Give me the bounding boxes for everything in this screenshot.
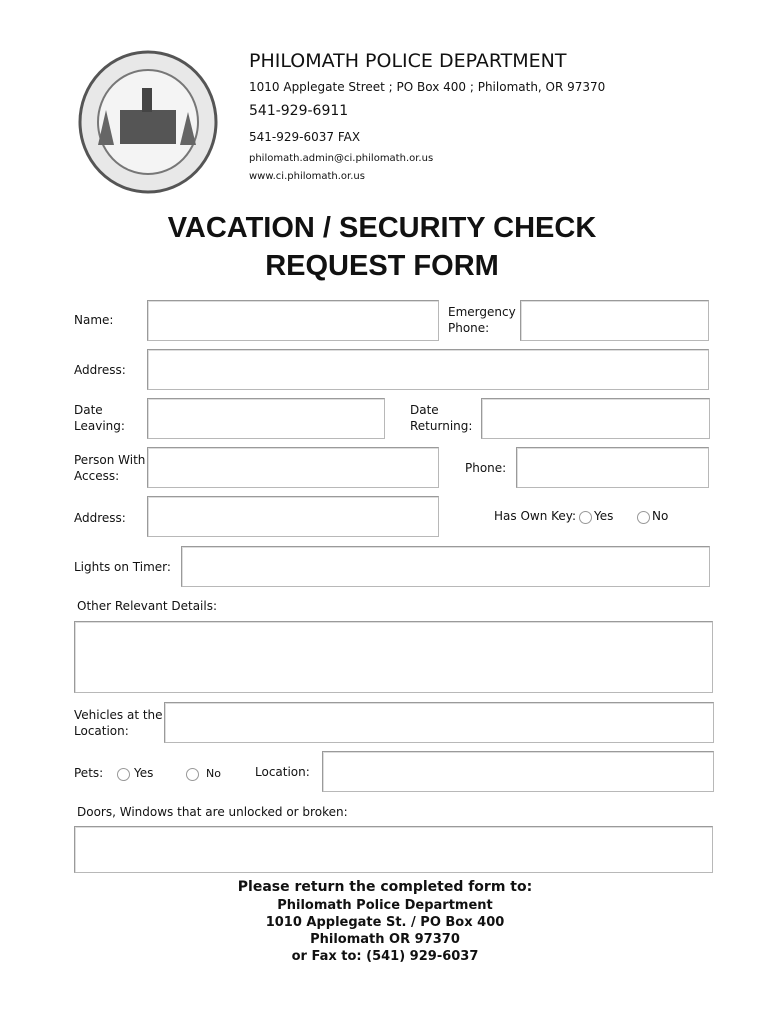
has-own-key-no-radio[interactable] (637, 511, 650, 524)
lights-on-timer-label: Lights on Timer: (74, 560, 171, 574)
address-input[interactable] (147, 349, 709, 390)
label-line: Vehicles at the (74, 708, 163, 722)
access-address-input[interactable] (147, 496, 439, 537)
label-line: Leaving: (74, 419, 125, 433)
form-title-line2: REQUEST FORM (265, 250, 499, 282)
has-own-key-label: Has Own Key: (494, 509, 577, 523)
person-with-access-label (74, 452, 145, 484)
location-input[interactable] (322, 751, 714, 792)
footer-fax: or Fax to: (541) 929-6037 (291, 949, 479, 964)
pets-yes-label: Yes (134, 766, 154, 780)
name-label: Name: (74, 313, 114, 327)
date-leaving-label (74, 402, 125, 434)
city-seal-logo (78, 50, 218, 195)
lights-on-timer-input[interactable] (181, 546, 710, 587)
label-line: Date (410, 403, 439, 417)
date-leaving-input[interactable] (147, 398, 385, 439)
has-own-key-no-label: No (652, 509, 669, 523)
department-address: 1010 Applegate Street ; PO Box 400 ; Philomath, OR 97370 (249, 80, 606, 94)
pets-no-radio[interactable] (186, 768, 199, 781)
footer-address: 1010 Applegate St. / PO Box 400 (265, 915, 505, 930)
label-line: Date (74, 403, 103, 417)
footer-return-heading: Please return the completed form to: (237, 879, 533, 895)
department-name: PHILOMATH POLICE DEPARTMENT (249, 50, 567, 72)
date-returning-label (410, 402, 472, 434)
department-phone: 541-929-6911 (249, 103, 349, 119)
location-label: Location: (255, 765, 310, 779)
footer-city: Philomath OR 97370 (310, 932, 460, 947)
name-input[interactable] (147, 300, 439, 341)
emergency-phone-input[interactable] (520, 300, 709, 341)
other-details-textarea[interactable] (74, 621, 713, 693)
department-fax: 541-929-6037 FAX (249, 130, 361, 144)
label-line: Access: (74, 469, 120, 483)
phone-input[interactable] (516, 447, 709, 488)
pets-yes-radio[interactable] (117, 768, 130, 781)
label-line: Phone: (448, 321, 490, 335)
vehicles-input[interactable] (164, 702, 714, 743)
address-label: Address: (74, 363, 126, 377)
form-title-line1: VACATION / SECURITY CHECK (167, 212, 597, 244)
doors-windows-label: Doors, Windows that are unlocked or broken: (77, 805, 348, 819)
other-details-label: Other Relevant Details: (77, 599, 218, 613)
person-with-access-input[interactable] (147, 447, 439, 488)
date-returning-input[interactable] (481, 398, 710, 439)
label-line: Returning: (410, 419, 473, 433)
emergency-phone-label (448, 304, 516, 336)
phone-label: Phone: (465, 461, 507, 475)
doors-windows-input[interactable] (74, 826, 713, 873)
vehicles-label (74, 707, 163, 739)
label-line: Location: (74, 724, 129, 738)
has-own-key-yes-label: Yes (594, 509, 614, 523)
label-line: Emergency (448, 305, 516, 319)
pets-no-label: No (206, 767, 221, 780)
access-address-label: Address: (74, 511, 126, 525)
footer-department: Philomath Police Department (277, 898, 493, 913)
has-own-key-yes-radio[interactable] (579, 511, 592, 524)
department-website: www.ci.philomath.or.us (249, 171, 365, 182)
label-line: Person With (74, 453, 146, 467)
department-email: philomath.admin@ci.philomath.or.us (249, 153, 434, 164)
pets-label: Pets: (74, 766, 104, 780)
